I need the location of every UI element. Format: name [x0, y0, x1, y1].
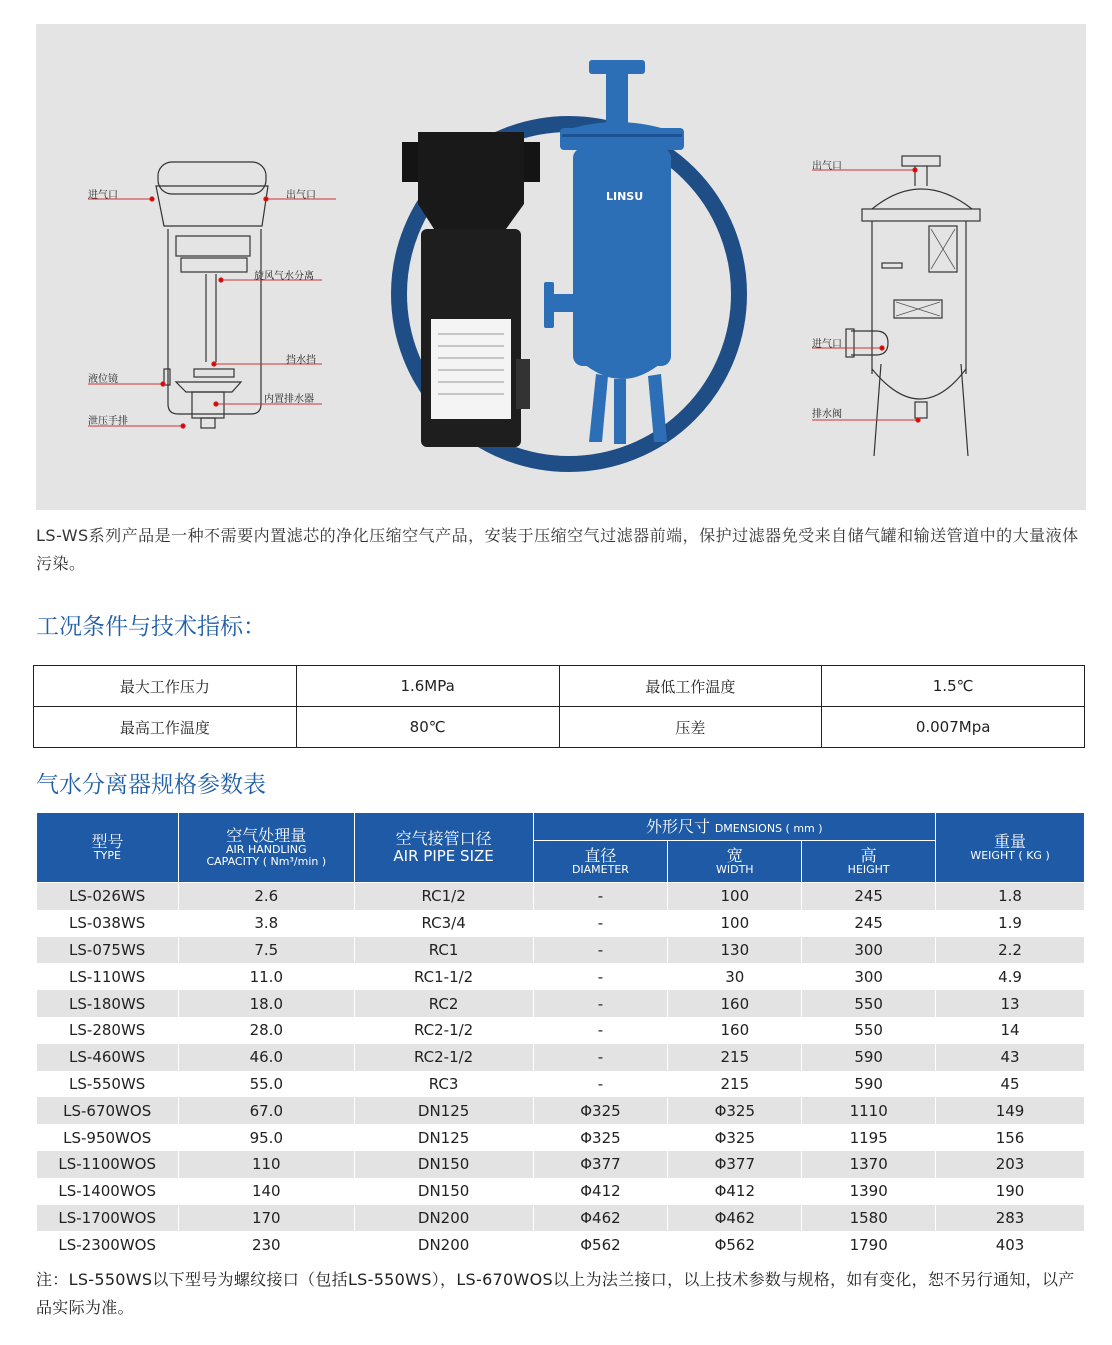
cell-width: Φ325: [668, 1124, 802, 1151]
cell-weight: 2.2: [936, 937, 1085, 964]
cell-weight: 190: [936, 1178, 1085, 1205]
cell-width: 215: [668, 1044, 802, 1071]
condition-value: 1.5℃: [822, 666, 1085, 707]
cell-diameter: Φ325: [533, 1097, 668, 1124]
cell-pipe-size: DN150: [354, 1178, 533, 1205]
header-weight: 重量 WEIGHT ( KG ): [936, 813, 1085, 883]
vessel-separator-diagram: [846, 156, 980, 456]
cell-type: LS-460WS: [37, 1044, 179, 1071]
label-outlet: 出气口: [286, 190, 316, 201]
cell-capacity: 11.0: [178, 963, 354, 990]
cell-weight: 403: [936, 1231, 1085, 1258]
cell-width: Φ462: [668, 1205, 802, 1232]
cell-type: LS-026WS: [37, 883, 179, 910]
cell-width: 160: [668, 990, 802, 1017]
spec-table: [36, 812, 1085, 1258]
cell-type: LS-038WS: [37, 910, 179, 937]
cell-width: 160: [668, 1017, 802, 1044]
label-drain-valve: 排水阀: [812, 409, 842, 420]
cell-capacity: 3.8: [178, 910, 354, 937]
cell-height: 245: [802, 910, 936, 937]
cell-pipe-size: RC1: [354, 937, 533, 964]
cell-weight: 43: [936, 1044, 1085, 1071]
cell-weight: 203: [936, 1151, 1085, 1178]
product-hero-image: [36, 24, 1086, 510]
cell-pipe-size: RC3/4: [354, 910, 533, 937]
cell-capacity: 18.0: [178, 990, 354, 1017]
cell-type: LS-075WS: [37, 937, 179, 964]
cell-capacity: 95.0: [178, 1124, 354, 1151]
cell-width: Φ562: [668, 1231, 802, 1258]
cyclone-separator-diagram: [156, 162, 268, 428]
cell-diameter: -: [533, 1044, 668, 1071]
cell-capacity: 46.0: [178, 1044, 354, 1071]
cell-type: LS-550WS: [37, 1071, 179, 1098]
cell-width: 100: [668, 883, 802, 910]
cell-capacity: 55.0: [178, 1071, 354, 1098]
cell-height: 1110: [802, 1097, 936, 1124]
table-row: [37, 963, 1085, 990]
label-right-outlet: 出气口: [812, 161, 842, 172]
table-row: [37, 937, 1085, 964]
section-title-spec: 气水分离器规格参数表: [36, 772, 266, 798]
cell-diameter: Φ377: [533, 1151, 668, 1178]
cell-width: 30: [668, 963, 802, 990]
cell-diameter: Φ462: [533, 1205, 668, 1232]
cell-height: 1790: [802, 1231, 936, 1258]
cell-width: 215: [668, 1071, 802, 1098]
header-type: 型号 TYPE: [37, 813, 179, 883]
cell-capacity: 2.6: [178, 883, 354, 910]
cell-height: 550: [802, 990, 936, 1017]
cell-height: 300: [802, 937, 936, 964]
cell-weight: 1.9: [936, 910, 1085, 937]
cell-diameter: -: [533, 1071, 668, 1098]
cell-pipe-size: RC2: [354, 990, 533, 1017]
header-dimensions: 外形尺寸 DMENSIONS ( mm ): [533, 813, 936, 841]
cell-height: 1195: [802, 1124, 936, 1151]
condition-value: 0.007Mpa: [822, 707, 1085, 748]
cell-diameter: -: [533, 990, 668, 1017]
cell-pipe-size: RC2-1/2: [354, 1017, 533, 1044]
conditions-table: [33, 665, 1085, 748]
cell-width: Φ412: [668, 1178, 802, 1205]
cell-height: 1390: [802, 1178, 936, 1205]
label-level-glass: 液位镜: [88, 374, 118, 385]
cell-pipe-size: DN125: [354, 1124, 533, 1151]
cell-height: 1370: [802, 1151, 936, 1178]
label-baffle: 挡水挡: [286, 355, 316, 366]
cell-pipe-size: RC2-1/2: [354, 1044, 533, 1071]
footnote: 注：LS-550WS以下型号为螺纹接口（包括LS-550WS），LS-670WOS以上为法兰接口，以上技术参数与规格，如有变化，恕不另行通知，以产品实际为准。: [36, 1270, 1075, 1317]
table-row: [37, 1044, 1085, 1071]
cell-type: LS-2300WOS: [37, 1231, 179, 1258]
cell-pipe-size: DN150: [354, 1151, 533, 1178]
cell-pipe-size: DN200: [354, 1231, 533, 1258]
cell-weight: 45: [936, 1071, 1085, 1098]
header-diameter: 直径 DIAMETER: [533, 841, 668, 883]
section-title-conditions: 工况条件与技术指标：: [36, 614, 266, 640]
table-row: [37, 910, 1085, 937]
label-inlet: 进气口: [88, 190, 118, 201]
table-row: [37, 1178, 1085, 1205]
cell-width: 130: [668, 937, 802, 964]
header-capacity: 空气处理量 AIR HANDLING CAPACITY ( Nm³/min ): [178, 813, 354, 883]
cell-diameter: Φ562: [533, 1231, 668, 1258]
condition-label: 压差: [559, 707, 822, 748]
cell-weight: 4.9: [936, 963, 1085, 990]
table-row: [34, 666, 1085, 707]
cell-diameter: -: [533, 910, 668, 937]
cell-type: LS-280WS: [37, 1017, 179, 1044]
cell-capacity: 110: [178, 1151, 354, 1178]
header-pipe-size: 空气接管口径 AIR PIPE SIZE: [354, 813, 533, 883]
brand-logo-text: LINSU: [606, 190, 644, 203]
cell-diameter: -: [533, 1017, 668, 1044]
condition-label: 最高工作温度: [34, 707, 297, 748]
cell-height: 1580: [802, 1205, 936, 1232]
cell-type: LS-950WOS: [37, 1124, 179, 1151]
cell-pipe-size: RC3: [354, 1071, 533, 1098]
table-row: [37, 1017, 1085, 1044]
cell-weight: 1.8: [936, 883, 1085, 910]
cell-type: LS-180WS: [37, 990, 179, 1017]
cell-capacity: 140: [178, 1178, 354, 1205]
header-height: 高 HEIGHT: [802, 841, 936, 883]
table-row: [37, 1097, 1085, 1124]
cell-weight: 149: [936, 1097, 1085, 1124]
cell-height: 245: [802, 883, 936, 910]
label-cyclone: 旋风气水分离: [254, 271, 314, 282]
condition-value: 80℃: [296, 707, 559, 748]
cell-diameter: -: [533, 963, 668, 990]
label-right-inlet: 进气口: [812, 339, 842, 350]
cell-diameter: -: [533, 883, 668, 910]
label-internal-drain: 内置排水器: [264, 394, 314, 405]
cell-height: 300: [802, 963, 936, 990]
cell-width: 100: [668, 910, 802, 937]
header-width: 宽 WIDTH: [668, 841, 802, 883]
cell-height: 590: [802, 1044, 936, 1071]
table-row: [37, 1124, 1085, 1151]
cell-diameter: Φ412: [533, 1178, 668, 1205]
cell-type: LS-670WOS: [37, 1097, 179, 1124]
cell-capacity: 67.0: [178, 1097, 354, 1124]
cell-weight: 13: [936, 990, 1085, 1017]
table-row: [37, 883, 1085, 910]
cell-diameter: Φ325: [533, 1124, 668, 1151]
cell-type: LS-1100WOS: [37, 1151, 179, 1178]
cell-capacity: 170: [178, 1205, 354, 1232]
cell-weight: 14: [936, 1017, 1085, 1044]
table-row: [37, 1151, 1085, 1178]
cell-type: LS-110WS: [37, 963, 179, 990]
product-illustration: [36, 24, 1086, 510]
cell-capacity: 28.0: [178, 1017, 354, 1044]
table-row: [37, 990, 1085, 1017]
cell-height: 590: [802, 1071, 936, 1098]
cell-weight: 156: [936, 1124, 1085, 1151]
table-row: [37, 1205, 1085, 1232]
table-row: [37, 1231, 1085, 1258]
black-separator-product: [402, 132, 540, 447]
condition-label: 最大工作压力: [34, 666, 297, 707]
cell-weight: 283: [936, 1205, 1085, 1232]
cell-height: 550: [802, 1017, 936, 1044]
product-intro-text: LS-WS系列产品是一种不需要内置滤芯的净化压缩空气产品，安装于压缩空气过滤器前端，保护过滤器免受来自储气罐和输送管道中的大量液体污染。: [36, 526, 1079, 573]
label-manual-release: 泄压手排: [88, 416, 128, 427]
cell-capacity: 7.5: [178, 937, 354, 964]
cell-pipe-size: DN200: [354, 1205, 533, 1232]
condition-label: 最低工作温度: [559, 666, 822, 707]
cell-width: Φ377: [668, 1151, 802, 1178]
condition-value: 1.6MPa: [296, 666, 559, 707]
cell-pipe-size: RC1/2: [354, 883, 533, 910]
cell-pipe-size: RC1-1/2: [354, 963, 533, 990]
cell-capacity: 230: [178, 1231, 354, 1258]
cell-diameter: -: [533, 937, 668, 964]
cell-width: Φ325: [668, 1097, 802, 1124]
table-row: [37, 1071, 1085, 1098]
cell-type: LS-1700WOS: [37, 1205, 179, 1232]
cell-pipe-size: DN125: [354, 1097, 533, 1124]
table-row: [34, 707, 1085, 748]
cell-type: LS-1400WOS: [37, 1178, 179, 1205]
